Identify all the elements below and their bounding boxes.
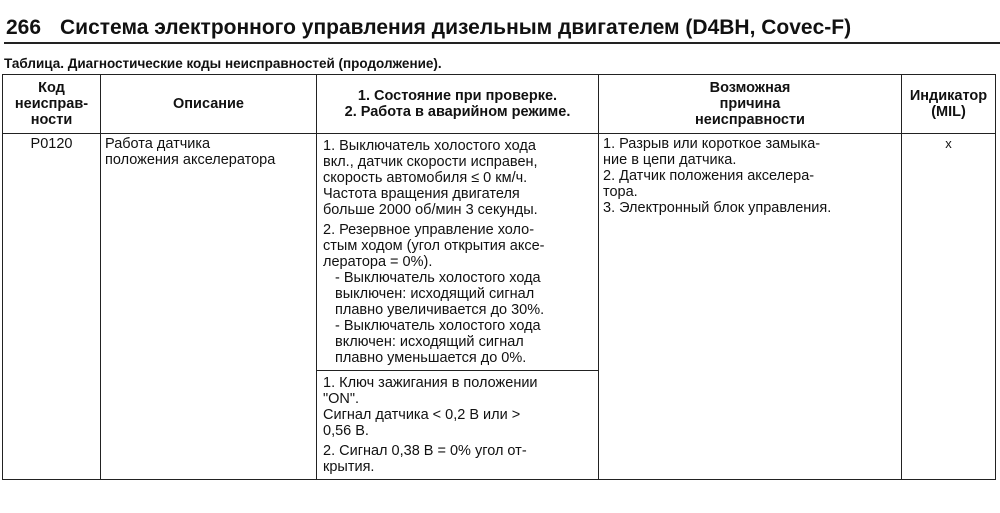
condition-line: включен: исходящий сигнал (335, 334, 524, 350)
description-line: положения акселератора (105, 152, 276, 168)
cell-cause (599, 134, 902, 480)
condition-line: - Выключатель холостого хода (335, 318, 541, 334)
table-caption: Таблица. Диагностические коды неисправностей (продолжение). (4, 56, 442, 71)
column-header-condition-line: 2. Работа в аварийном режиме. (344, 104, 571, 120)
condition-line: Сигнал датчика < 0,2 В или > (323, 407, 521, 423)
condition-line: выключен: исходящий сигнал (335, 286, 535, 302)
condition-line: скорость автомобиля ≤ 0 км/ч. (323, 170, 528, 186)
column-header-cause-line: неисправности (695, 112, 805, 128)
condition-line: вкл., датчик скорости исправен, (323, 154, 538, 170)
column-header-cause-line: причина (719, 96, 781, 112)
column-header-indicator (902, 75, 996, 134)
page-title: Система электронного управления дизельным двигателем (D4BH, Covec-F) (60, 16, 852, 39)
column-header-indicator-line: (MIL) (931, 104, 966, 120)
condition-line: 1. Выключатель холостого хода (323, 138, 536, 154)
condition-line: 2. Сигнал 0,38 В = 0% угол от- (323, 443, 527, 459)
cause-line: ние в цепи датчика. (603, 152, 737, 168)
cell-condition (317, 134, 599, 480)
condition-line: крытия. (323, 459, 375, 475)
cell-code: P0120 (3, 134, 101, 480)
description-line: Работа датчика (105, 136, 211, 152)
condition-line: Частота вращения двигателя (323, 186, 520, 202)
condition-line: лератора = 0%). (323, 254, 433, 270)
condition-line: - Выключатель холостого хода (335, 270, 541, 286)
condition-block-2 (317, 371, 598, 479)
column-header-cause-line: Возможная (709, 80, 791, 96)
condition-line: 2. Резервное управление холо- (323, 222, 535, 238)
condition-line: 1. Ключ зажигания в положении (323, 375, 538, 391)
condition-line: больше 2000 об/мин 3 секунды. (323, 202, 538, 218)
page-header (4, 4, 1000, 44)
condition-line: стым ходом (угол открытия аксе- (323, 238, 545, 254)
condition-line: "ON". (323, 391, 360, 407)
cause-line: 2. Датчик положения акселера- (603, 168, 815, 184)
column-header-condition-line: 1. Состояние при проверке. (357, 88, 558, 104)
column-header-indicator-line: Индикатор (909, 88, 988, 104)
cause-line: 1. Разрыв или короткое замыка- (603, 136, 821, 152)
column-header-code-line: Код (38, 80, 65, 96)
cell-indicator: x (902, 134, 996, 480)
column-header-condition (317, 75, 599, 134)
condition-block-1 (317, 134, 598, 371)
column-header-cause (599, 75, 902, 134)
diagnostic-codes-table (2, 74, 996, 480)
column-header-description: Описание (101, 75, 317, 134)
column-header-code-line: неисправ- (14, 96, 89, 112)
page-number: 266 (6, 16, 42, 39)
column-header-code (3, 75, 101, 134)
condition-line: плавно увеличивается до 30%. (335, 302, 545, 318)
cause-line: тора. (603, 184, 638, 200)
table-header-row (3, 75, 996, 134)
cell-description (101, 134, 317, 480)
table-row (3, 134, 996, 480)
cause-line: 3. Электронный блок управления. (603, 200, 832, 216)
column-header-code-line: ности (30, 112, 73, 128)
condition-line: плавно уменьшается до 0%. (335, 350, 527, 366)
condition-line: 0,56 В. (323, 423, 369, 439)
